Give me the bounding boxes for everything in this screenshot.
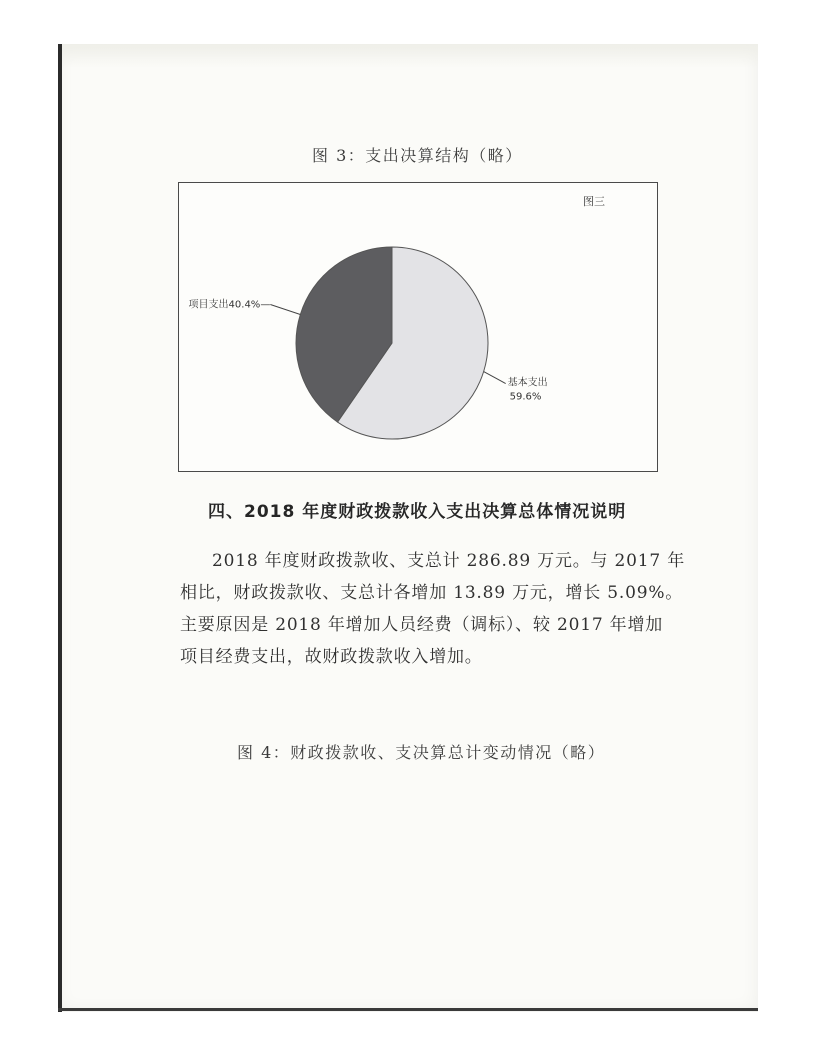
slice-value-basic: 59.6% [509,391,542,403]
leader-line-project [270,304,300,314]
body-paragraph-line: 2018 年度财政拨款收、支总计 286.89 万元。与 2017 年 [212,551,686,571]
slice-label-basic: 基本支出 [507,377,548,389]
figure-3-caption: 图 3：支出决算结构（略） [312,146,523,165]
section-heading: 四、2018 年度财政拨款收入支出决算总体情况说明 [208,502,627,522]
figure-4-caption: 图 4：财政拨款收、支决算总计变动情况（略） [237,743,606,762]
chart-corner-label: 图三 [583,195,605,208]
page-left-edge [58,44,62,1012]
pie-chart-frame [178,182,658,472]
body-paragraph-line: 相比，财政拨款收、支总计各增加 13.89 万元，增长 5.09%。 [180,583,684,603]
slice-label-project: 项目支出40.4%— [188,299,271,311]
body-paragraph-line: 项目经费支出，故财政拨款收入增加。 [180,647,483,667]
page-bottom-edge [58,1008,758,1011]
scan-shadow [62,44,758,68]
expenditure-pie-chart [179,183,656,470]
leader-line-basic [484,372,506,384]
body-paragraph-line: 主要原因是 2018 年增加人员经费（调标）、较 2017 年增加 [180,615,664,635]
